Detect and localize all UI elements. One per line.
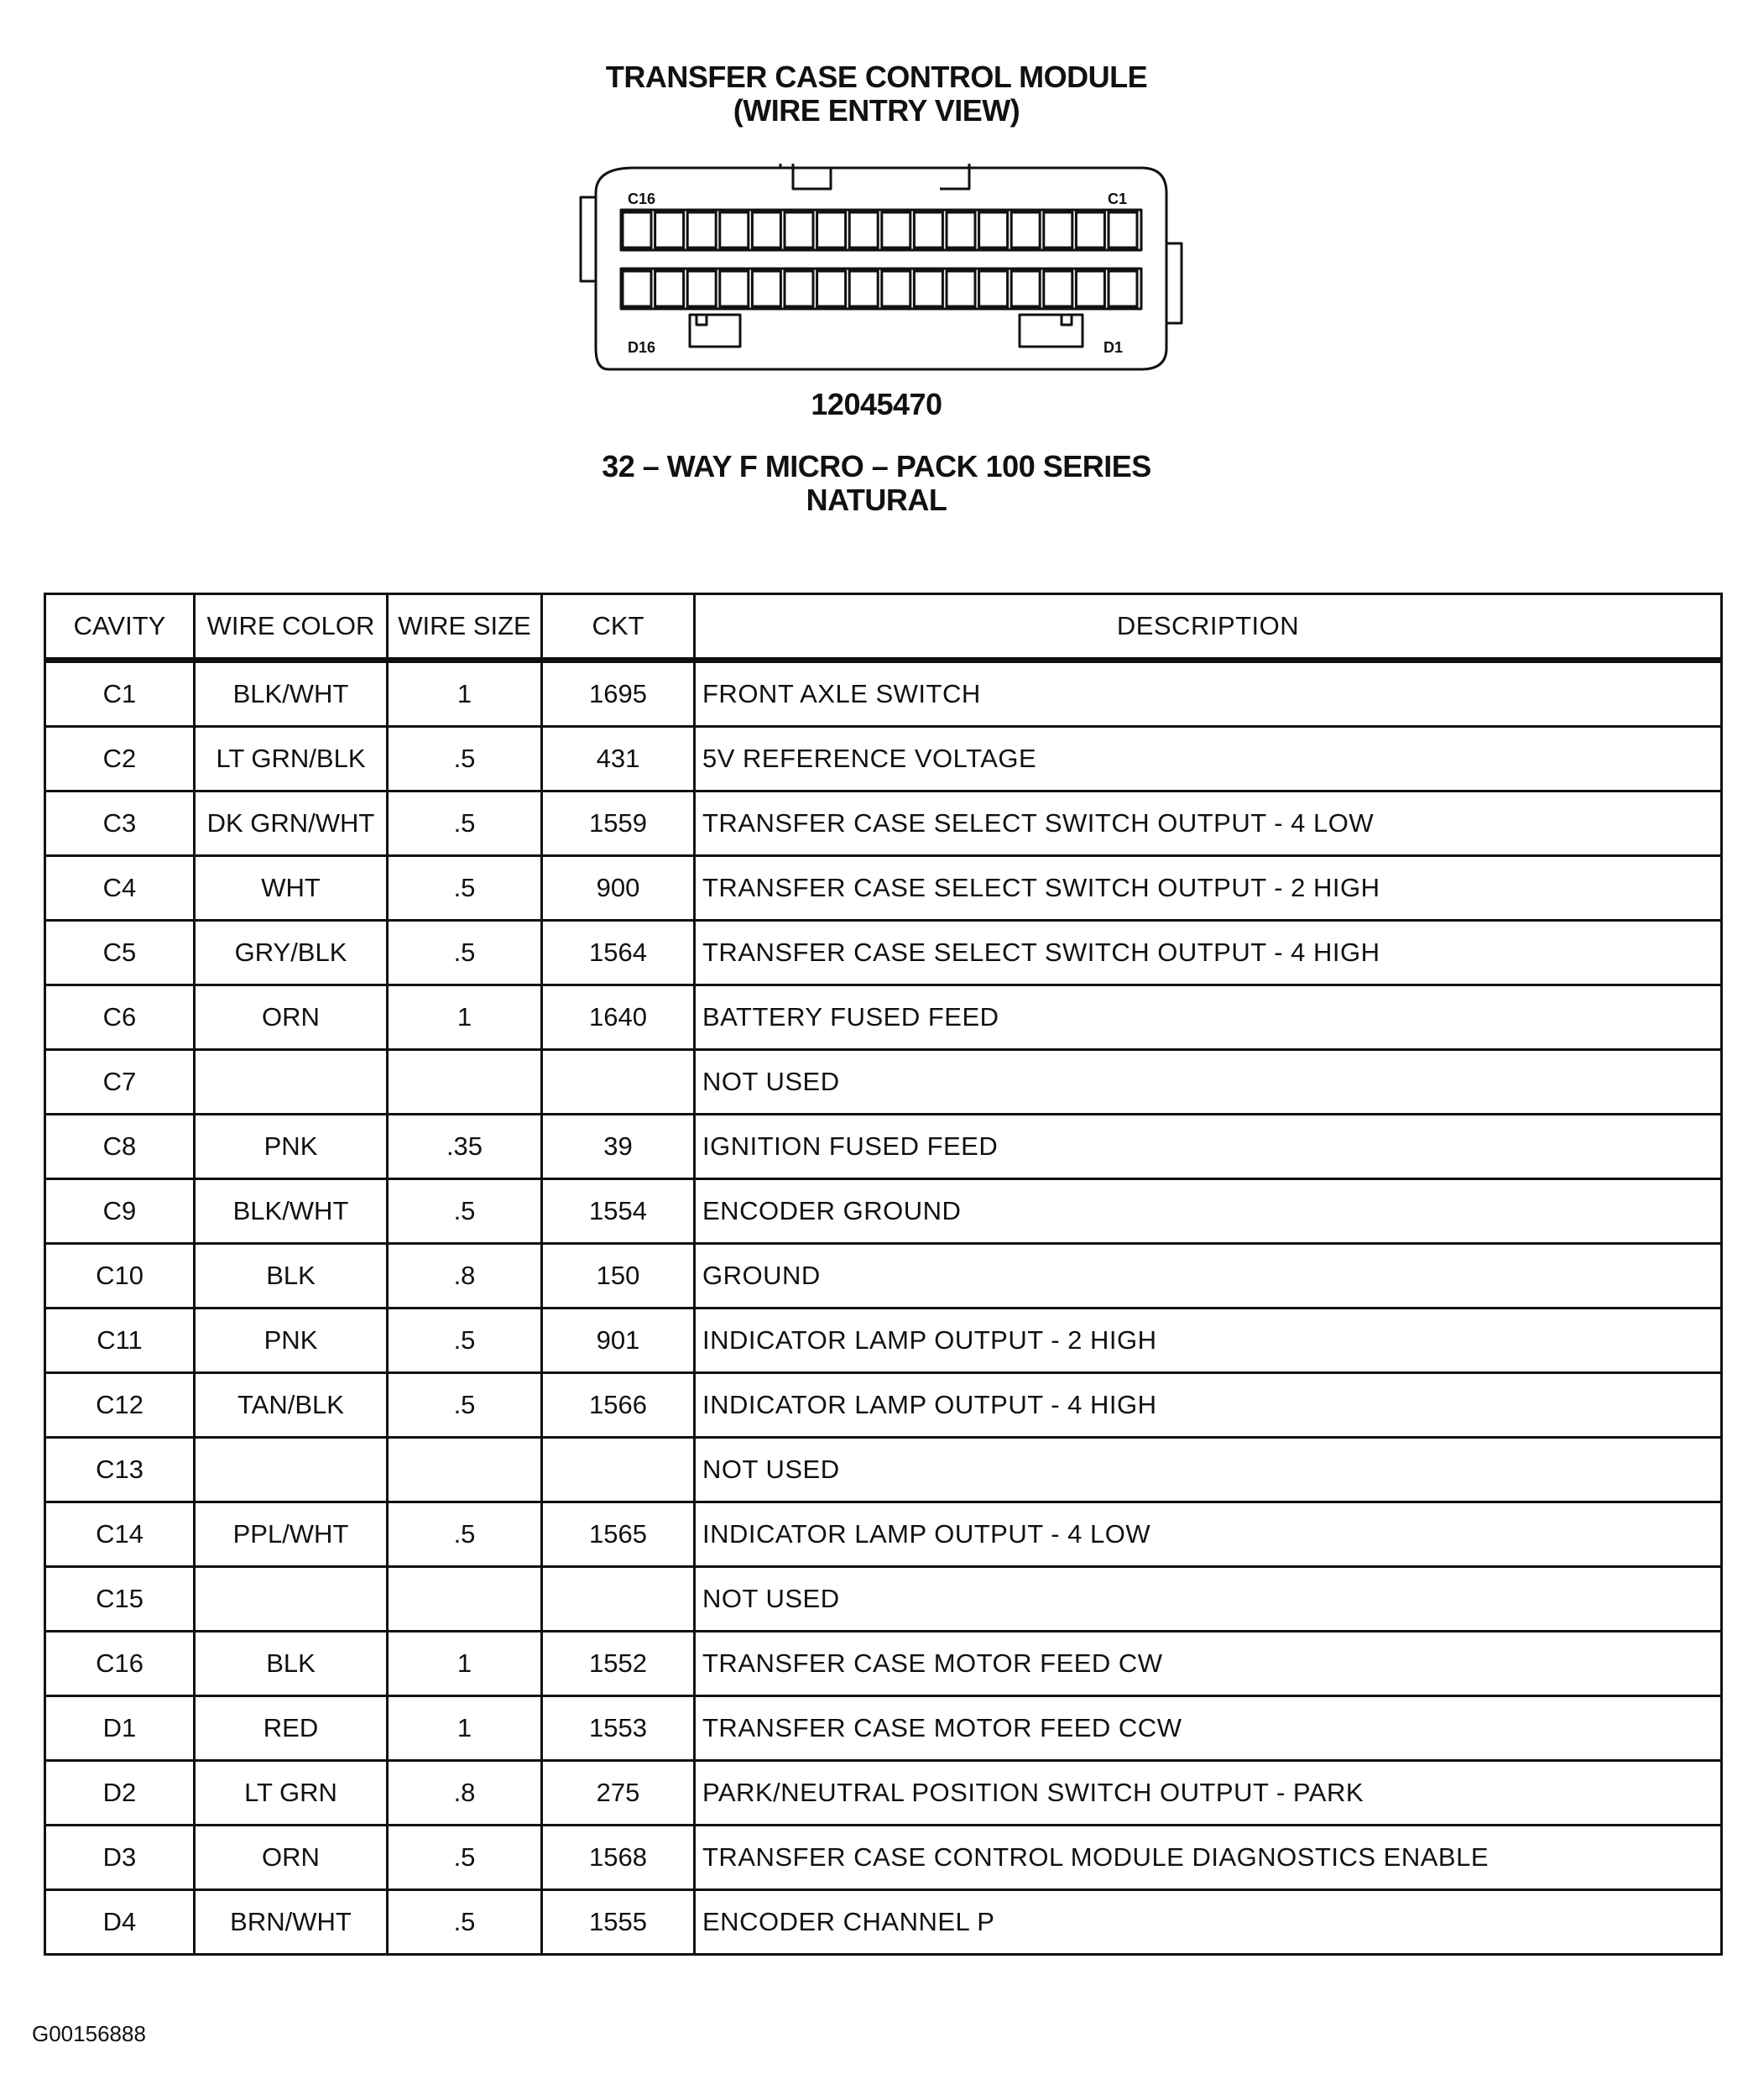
wire-color-cell: ORN xyxy=(195,1826,388,1890)
cavity-d7 xyxy=(914,271,942,306)
ckt-cell: 1565 xyxy=(542,1502,695,1567)
label-d1: D1 xyxy=(1103,339,1124,356)
lock-tab-left xyxy=(697,315,707,325)
cavity-c9 xyxy=(849,212,878,248)
table-header-row xyxy=(45,594,1722,661)
description-cell: NOT USED xyxy=(695,1438,1722,1502)
cavity-c13 xyxy=(720,212,749,248)
wire-color-cell: BLK/WHT xyxy=(195,1179,388,1244)
wire-size-cell: .35 xyxy=(388,1115,542,1179)
cavity-d9 xyxy=(849,271,878,306)
cavity-cell: C11 xyxy=(45,1309,195,1373)
header-wire-size: WIRE SIZE xyxy=(388,594,542,661)
table-row xyxy=(45,1115,1722,1179)
cavity-cell: D4 xyxy=(45,1890,195,1955)
cavity-c8 xyxy=(882,212,910,248)
cavity-d5 xyxy=(979,271,1008,306)
cavity-d6 xyxy=(947,271,975,306)
table-row xyxy=(45,661,1722,727)
wire-size-cell xyxy=(388,1438,542,1502)
description-cell: TRANSFER CASE CONTROL MODULE DIAGNOSTICS ENABLE xyxy=(695,1826,1722,1890)
cavity-c2 xyxy=(1076,212,1104,248)
cavity-d3 xyxy=(1044,271,1072,306)
description-cell: BATTERY FUSED FEED xyxy=(695,985,1722,1050)
description-cell: PARK/NEUTRAL POSITION SWITCH OUTPUT - PARK xyxy=(695,1761,1722,1826)
ckt-cell: 1554 xyxy=(542,1179,695,1244)
cavity-c14 xyxy=(687,212,716,248)
diagram-title: TRANSFER CASE CONTROL MODULE xyxy=(605,60,1148,94)
wire-color-cell: PPL/WHT xyxy=(195,1502,388,1567)
ckt-cell: 900 xyxy=(542,856,695,921)
cavity-cell: C12 xyxy=(45,1373,195,1438)
cavity-c10 xyxy=(817,212,846,248)
cavity-cell: C16 xyxy=(45,1632,195,1696)
wire-color-cell: WHT xyxy=(195,856,388,921)
wire-color-cell xyxy=(195,1438,388,1502)
description-cell: GROUND xyxy=(695,1244,1722,1309)
description-cell: FRONT AXLE SWITCH xyxy=(695,661,1722,727)
cavity-cell: C5 xyxy=(45,921,195,985)
header-ckt: CKT xyxy=(542,594,695,661)
pinout-table xyxy=(44,593,1723,1956)
table-row xyxy=(45,1632,1722,1696)
table-row xyxy=(45,1438,1722,1502)
description-cell: TRANSFER CASE SELECT SWITCH OUTPUT - 4 HIGH xyxy=(695,921,1722,985)
cavity-cell: C14 xyxy=(45,1502,195,1567)
connector-color: NATURAL xyxy=(806,483,947,517)
wire-size-cell: .5 xyxy=(388,1826,542,1890)
table-row xyxy=(45,791,1722,856)
connector-drawing xyxy=(571,164,1192,382)
ckt-cell: 275 xyxy=(542,1761,695,1826)
header-description: DESCRIPTION xyxy=(695,594,1722,661)
wire-size-cell: 1 xyxy=(388,985,542,1050)
description-cell: NOT USED xyxy=(695,1050,1722,1115)
wire-color-cell xyxy=(195,1050,388,1115)
wire-size-cell: .8 xyxy=(388,1244,542,1309)
wire-size-cell: .5 xyxy=(388,1309,542,1373)
wire-color-cell xyxy=(195,1567,388,1632)
cavity-c15 xyxy=(655,212,684,248)
diagram-subtitle: (WIRE ENTRY VIEW) xyxy=(733,93,1020,128)
cavity-cell: C3 xyxy=(45,791,195,856)
right-latch xyxy=(1166,243,1182,323)
table-row xyxy=(45,856,1722,921)
ckt-cell: 901 xyxy=(542,1309,695,1373)
cavity-cell: C10 xyxy=(45,1244,195,1309)
cavity-d14 xyxy=(687,271,716,306)
wire-color-cell: GRY/BLK xyxy=(195,921,388,985)
cavity-cell: C9 xyxy=(45,1179,195,1244)
lock-tab-right xyxy=(1062,315,1072,325)
ckt-cell: 1564 xyxy=(542,921,695,985)
table-row xyxy=(45,1761,1722,1826)
ckt-cell: 431 xyxy=(542,727,695,791)
cavity-cell: C15 xyxy=(45,1567,195,1632)
wire-color-cell: PNK xyxy=(195,1115,388,1179)
wire-size-cell xyxy=(388,1050,542,1115)
cavity-d16 xyxy=(623,271,651,306)
cavity-c4 xyxy=(1011,212,1040,248)
table-row xyxy=(45,1179,1722,1244)
cavity-d4 xyxy=(1011,271,1040,306)
cavity-cell: D3 xyxy=(45,1826,195,1890)
cavity-c16 xyxy=(623,212,651,248)
cavity-cell: C6 xyxy=(45,985,195,1050)
table-row xyxy=(45,1826,1722,1890)
cavity-cell: C13 xyxy=(45,1438,195,1502)
cavity-cell: C2 xyxy=(45,727,195,791)
bottom-lock-right xyxy=(1020,315,1083,347)
cavity-d1 xyxy=(1109,271,1137,306)
wire-size-cell: .5 xyxy=(388,1890,542,1955)
ckt-cell: 1695 xyxy=(542,661,695,727)
ckt-cell xyxy=(542,1438,695,1502)
cavity-c6 xyxy=(947,212,975,248)
description-cell: INDICATOR LAMP OUTPUT - 4 LOW xyxy=(695,1502,1722,1567)
description-cell: TRANSFER CASE SELECT SWITCH OUTPUT - 2 HIGH xyxy=(695,856,1722,921)
label-c1: C1 xyxy=(1108,191,1128,207)
table-row xyxy=(45,1890,1722,1955)
cavity-cell: D1 xyxy=(45,1696,195,1761)
table-row xyxy=(45,1050,1722,1115)
wire-size-cell: .5 xyxy=(388,856,542,921)
table-row xyxy=(45,985,1722,1050)
wire-size-cell xyxy=(388,1567,542,1632)
wire-color-cell: BLK xyxy=(195,1244,388,1309)
ckt-cell: 1640 xyxy=(542,985,695,1050)
description-cell: INDICATOR LAMP OUTPUT - 4 HIGH xyxy=(695,1373,1722,1438)
wire-color-cell: RED xyxy=(195,1696,388,1761)
left-latch xyxy=(581,197,596,281)
wire-color-cell: BLK/WHT xyxy=(195,661,388,727)
wire-color-cell: LT GRN/BLK xyxy=(195,727,388,791)
wire-color-cell: LT GRN xyxy=(195,1761,388,1826)
wire-color-cell: TAN/BLK xyxy=(195,1373,388,1438)
wire-size-cell: .8 xyxy=(388,1761,542,1826)
table-row xyxy=(45,921,1722,985)
description-cell: TRANSFER CASE MOTOR FEED CW xyxy=(695,1632,1722,1696)
ckt-cell: 1555 xyxy=(542,1890,695,1955)
connector-spec: 32 – WAY F MICRO – PACK 100 SERIES xyxy=(602,449,1151,483)
ckt-cell: 150 xyxy=(542,1244,695,1309)
table-row xyxy=(45,1502,1722,1567)
cavity-cell: C1 xyxy=(45,661,195,727)
ckt-cell: 1552 xyxy=(542,1632,695,1696)
wire-size-cell: 1 xyxy=(388,1632,542,1696)
wire-color-cell: DK GRN/WHT xyxy=(195,791,388,856)
ckt-cell: 1568 xyxy=(542,1826,695,1890)
ckt-cell xyxy=(542,1050,695,1115)
cavity-cell: D2 xyxy=(45,1761,195,1826)
description-cell: IGNITION FUSED FEED xyxy=(695,1115,1722,1179)
wire-size-cell: .5 xyxy=(388,727,542,791)
cavity-d13 xyxy=(720,271,749,306)
description-cell: INDICATOR LAMP OUTPUT - 2 HIGH xyxy=(695,1309,1722,1373)
label-c16: C16 xyxy=(628,191,656,207)
wire-color-cell: BRN/WHT xyxy=(195,1890,388,1955)
description-cell: TRANSFER CASE MOTOR FEED CCW xyxy=(695,1696,1722,1761)
ckt-cell: 39 xyxy=(542,1115,695,1179)
description-cell: 5V REFERENCE VOLTAGE xyxy=(695,727,1722,791)
cavity-d2 xyxy=(1076,271,1104,306)
header-cavity: CAVITY xyxy=(45,594,195,661)
table-row xyxy=(45,1309,1722,1373)
cavity-c5 xyxy=(979,212,1008,248)
cavity-c11 xyxy=(785,212,813,248)
cavity-c12 xyxy=(752,212,780,248)
figure-id: G00156888 xyxy=(32,2021,146,2046)
label-d16: D16 xyxy=(628,339,656,356)
wire-color-cell: BLK xyxy=(195,1632,388,1696)
cavity-c7 xyxy=(914,212,942,248)
wire-size-cell: .5 xyxy=(388,1502,542,1567)
cavity-c3 xyxy=(1044,212,1072,248)
description-cell: ENCODER CHANNEL P xyxy=(695,1890,1722,1955)
description-cell: NOT USED xyxy=(695,1567,1722,1632)
wire-size-cell: .5 xyxy=(388,921,542,985)
wire-color-cell: PNK xyxy=(195,1309,388,1373)
table-row xyxy=(45,727,1722,791)
table-row xyxy=(45,1244,1722,1309)
ckt-cell: 1553 xyxy=(542,1696,695,1761)
cavity-cell: C4 xyxy=(45,856,195,921)
wire-size-cell: .5 xyxy=(388,791,542,856)
ckt-cell: 1559 xyxy=(542,791,695,856)
cavity-c1 xyxy=(1109,212,1137,248)
cavity-d11 xyxy=(785,271,813,306)
table-row xyxy=(45,1567,1722,1632)
wire-size-cell: 1 xyxy=(388,661,542,727)
header-wire-color: WIRE COLOR xyxy=(195,594,388,661)
table-row xyxy=(45,1696,1722,1761)
cavity-d12 xyxy=(752,271,780,306)
wire-size-cell: 1 xyxy=(388,1696,542,1761)
cavity-d15 xyxy=(655,271,684,306)
part-number: 12045470 xyxy=(811,387,942,421)
ckt-cell xyxy=(542,1567,695,1632)
cavity-cell: C8 xyxy=(45,1115,195,1179)
wire-size-cell: .5 xyxy=(388,1373,542,1438)
ckt-cell: 1566 xyxy=(542,1373,695,1438)
wire-size-cell: .5 xyxy=(388,1179,542,1244)
description-cell: TRANSFER CASE SELECT SWITCH OUTPUT - 4 LOW xyxy=(695,791,1722,856)
description-cell: ENCODER GROUND xyxy=(695,1179,1722,1244)
wire-color-cell: ORN xyxy=(195,985,388,1050)
cavity-d8 xyxy=(882,271,910,306)
cavity-d10 xyxy=(817,271,846,306)
table-row xyxy=(45,1373,1722,1438)
cavity-cell: C7 xyxy=(45,1050,195,1115)
